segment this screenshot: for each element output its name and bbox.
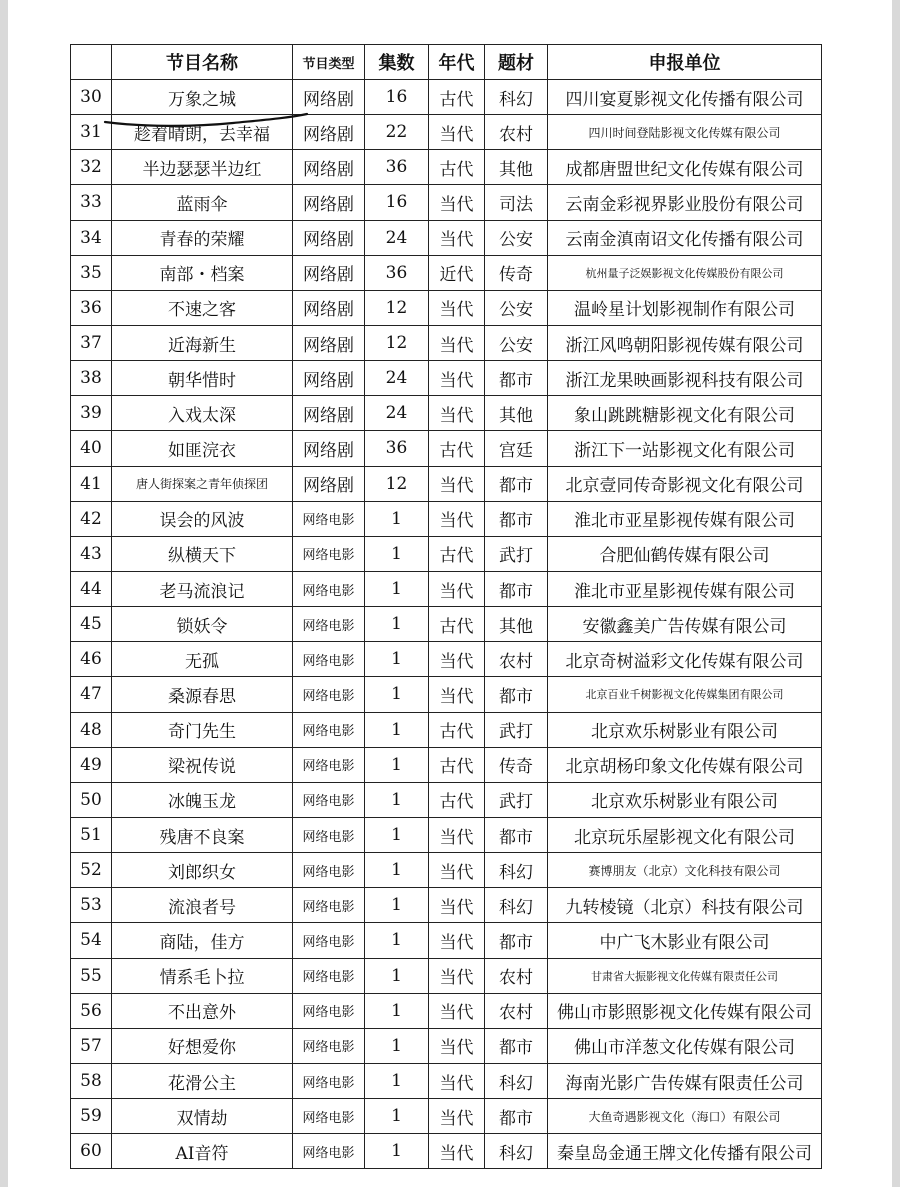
table-row — [71, 185, 822, 220]
row-index-cell: 38 — [71, 361, 112, 396]
table-row — [71, 396, 822, 431]
applicant-cell: 北京欢乐树影业有限公司 — [548, 712, 822, 747]
episodes-cell: 1 — [365, 501, 429, 536]
table-row — [71, 677, 822, 712]
era-cell: 当代 — [429, 1063, 485, 1098]
program-name-cell: 情系毛卜拉 — [112, 958, 293, 993]
applicant-cell: 合肥仙鹤传媒有限公司 — [548, 536, 822, 571]
episodes-cell: 1 — [365, 642, 429, 677]
program-type-cell: 网络电影 — [293, 888, 365, 923]
program-name-cell: 不速之客 — [112, 290, 293, 325]
applicant-cell: 九转棱镜（北京）科技有限公司 — [548, 888, 822, 923]
row-index-cell: 35 — [71, 255, 112, 290]
theme-cell: 农村 — [485, 642, 548, 677]
applicant-cell: 象山跳跳糖影视文化有限公司 — [548, 396, 822, 431]
episodes-cell: 1 — [365, 923, 429, 958]
applicant-cell: 浙江龙果映画影视科技有限公司 — [548, 361, 822, 396]
table-row — [71, 1134, 822, 1169]
era-cell: 当代 — [429, 923, 485, 958]
row-index-cell: 42 — [71, 501, 112, 536]
program-type-cell: 网络剧 — [293, 255, 365, 290]
program-name-cell: 入戏太深 — [112, 396, 293, 431]
table-row — [71, 255, 822, 290]
program-name-cell: AI音符 — [112, 1134, 293, 1169]
episodes-cell: 1 — [365, 712, 429, 747]
theme-cell: 都市 — [485, 923, 548, 958]
program-name-cell: 双情劫 — [112, 1099, 293, 1134]
episodes-cell: 1 — [365, 1028, 429, 1063]
episodes-cell: 12 — [365, 466, 429, 501]
episodes-cell: 1 — [365, 536, 429, 571]
program-name-cell: 老马流浪记 — [112, 571, 293, 606]
program-name-cell: 南部・档案 — [112, 255, 293, 290]
episodes-cell: 1 — [365, 1134, 429, 1169]
applicant-cell: 云南金彩视界影业股份有限公司 — [548, 185, 822, 220]
program-name-cell: 花滑公主 — [112, 1063, 293, 1098]
theme-cell: 武打 — [485, 536, 548, 571]
table-row — [71, 817, 822, 852]
applicant-cell: 北京胡杨印象文化传媒有限公司 — [548, 747, 822, 782]
theme-cell: 传奇 — [485, 255, 548, 290]
program-type-cell: 网络电影 — [293, 1028, 365, 1063]
table-row — [71, 466, 822, 501]
episodes-cell: 36 — [365, 150, 429, 185]
program-name-cell: 如匪浣衣 — [112, 431, 293, 466]
applicant-cell: 淮北市亚星影视传媒有限公司 — [548, 501, 822, 536]
table-row — [71, 782, 822, 817]
program-type-cell: 网络电影 — [293, 607, 365, 642]
applicant-cell: 北京百业千树影视文化传媒集团有限公司 — [548, 677, 822, 712]
applicant-cell: 云南金滇南诏文化传播有限公司 — [548, 220, 822, 255]
theme-cell: 公安 — [485, 220, 548, 255]
theme-cell: 农村 — [485, 115, 548, 150]
applicant-cell: 淮北市亚星影视传媒有限公司 — [548, 571, 822, 606]
theme-cell: 其他 — [485, 396, 548, 431]
row-index-cell: 60 — [71, 1134, 112, 1169]
row-index-cell: 46 — [71, 642, 112, 677]
episodes-cell: 1 — [365, 782, 429, 817]
program-name-cell: 刘郎织女 — [112, 853, 293, 888]
applicant-cell: 赛博朋友（北京）文化科技有限公司 — [548, 853, 822, 888]
program-name-cell: 蓝雨伞 — [112, 185, 293, 220]
program-name-cell: 青春的荣耀 — [112, 220, 293, 255]
table-row — [71, 888, 822, 923]
program-type-cell: 网络电影 — [293, 571, 365, 606]
table-row — [71, 923, 822, 958]
program-type-cell: 网络电影 — [293, 1063, 365, 1098]
era-cell: 古代 — [429, 431, 485, 466]
table-row — [71, 571, 822, 606]
applicant-cell: 北京欢乐树影业有限公司 — [548, 782, 822, 817]
episodes-cell: 24 — [365, 220, 429, 255]
program-name-cell: 纵横天下 — [112, 536, 293, 571]
program-type-cell: 网络电影 — [293, 747, 365, 782]
era-cell: 当代 — [429, 396, 485, 431]
program-name-cell: 万象之城 — [112, 80, 293, 115]
theme-cell: 都市 — [485, 571, 548, 606]
program-name-cell: 好想爱你 — [112, 1028, 293, 1063]
theme-cell: 公安 — [485, 290, 548, 325]
program-name-cell: 梁祝传说 — [112, 747, 293, 782]
program-name-cell: 唐人街探案之青年侦探团 — [112, 466, 293, 501]
program-name-cell: 残唐不良案 — [112, 817, 293, 852]
program-name-cell: 商陆，佳方 — [112, 923, 293, 958]
episodes-cell: 12 — [365, 290, 429, 325]
era-cell: 当代 — [429, 853, 485, 888]
era-cell: 古代 — [429, 782, 485, 817]
theme-cell: 司法 — [485, 185, 548, 220]
theme-cell: 武打 — [485, 712, 548, 747]
program-type-cell: 网络剧 — [293, 396, 365, 431]
table-row — [71, 501, 822, 536]
episodes-cell: 1 — [365, 677, 429, 712]
row-index-cell: 36 — [71, 290, 112, 325]
row-index-cell: 57 — [71, 1028, 112, 1063]
episodes-cell: 36 — [365, 255, 429, 290]
applicant-cell: 海南光影广告传媒有限责任公司 — [548, 1063, 822, 1098]
program-name-cell: 误会的风波 — [112, 501, 293, 536]
program-type-cell: 网络电影 — [293, 536, 365, 571]
episodes-cell: 16 — [365, 185, 429, 220]
program-name-cell: 朝华惜时 — [112, 361, 293, 396]
theme-cell: 科幻 — [485, 853, 548, 888]
table-row — [71, 150, 822, 185]
applicant-cell: 秦皇岛金通王牌文化传播有限公司 — [548, 1134, 822, 1169]
program-type-cell: 网络剧 — [293, 115, 365, 150]
program-type-cell: 网络电影 — [293, 923, 365, 958]
applicant-cell: 北京壹同传奇影视文化有限公司 — [548, 466, 822, 501]
table-row — [71, 1099, 822, 1134]
episodes-cell: 12 — [365, 325, 429, 360]
hand-drawn-underline — [103, 108, 309, 128]
episodes-cell: 1 — [365, 747, 429, 782]
applicant-cell: 成都唐盟世纪文化传媒有限公司 — [548, 150, 822, 185]
era-cell: 当代 — [429, 571, 485, 606]
era-cell: 当代 — [429, 677, 485, 712]
table-row — [71, 536, 822, 571]
table-row — [71, 431, 822, 466]
row-index-cell: 34 — [71, 220, 112, 255]
theme-cell: 武打 — [485, 782, 548, 817]
header-program-name: 节目名称 — [112, 45, 293, 80]
row-index-cell: 41 — [71, 466, 112, 501]
row-index-cell: 43 — [71, 536, 112, 571]
program-type-cell: 网络剧 — [293, 220, 365, 255]
episodes-cell: 1 — [365, 888, 429, 923]
program-type-cell: 网络剧 — [293, 325, 365, 360]
applicant-cell: 北京奇树溢彩文化传媒有限公司 — [548, 642, 822, 677]
program-type-cell: 网络剧 — [293, 290, 365, 325]
program-name-cell: 无孤 — [112, 642, 293, 677]
program-type-cell: 网络电影 — [293, 1134, 365, 1169]
row-index-cell: 30 — [71, 80, 112, 115]
era-cell: 当代 — [429, 501, 485, 536]
theme-cell: 其他 — [485, 150, 548, 185]
row-index-cell: 45 — [71, 607, 112, 642]
row-index-cell: 54 — [71, 923, 112, 958]
header-episodes: 集数 — [365, 45, 429, 80]
program-type-cell: 网络电影 — [293, 853, 365, 888]
row-index-cell: 50 — [71, 782, 112, 817]
program-type-cell: 网络剧 — [293, 466, 365, 501]
theme-cell: 宫廷 — [485, 431, 548, 466]
theme-cell: 科幻 — [485, 1063, 548, 1098]
row-index-cell: 59 — [71, 1099, 112, 1134]
row-index-cell: 58 — [71, 1063, 112, 1098]
episodes-cell: 1 — [365, 817, 429, 852]
era-cell: 古代 — [429, 80, 485, 115]
episodes-cell: 1 — [365, 853, 429, 888]
program-name-cell: 趁着晴朗，去幸福 — [112, 115, 293, 150]
episodes-cell: 36 — [365, 431, 429, 466]
program-type-cell: 网络剧 — [293, 80, 365, 115]
document-page — [8, 0, 892, 1187]
applicant-cell: 四川宴夏影视文化传播有限公司 — [548, 80, 822, 115]
episodes-cell: 1 — [365, 1063, 429, 1098]
program-type-cell: 网络剧 — [293, 431, 365, 466]
header-index — [71, 45, 112, 80]
episodes-cell: 24 — [365, 396, 429, 431]
era-cell: 当代 — [429, 958, 485, 993]
applicant-cell: 佛山市洋葱文化传媒有限公司 — [548, 1028, 822, 1063]
applicant-cell: 大鱼奇遇影视文化（海口）有限公司 — [548, 1099, 822, 1134]
era-cell: 当代 — [429, 817, 485, 852]
program-type-cell: 网络剧 — [293, 185, 365, 220]
row-index-cell: 53 — [71, 888, 112, 923]
era-cell: 当代 — [429, 185, 485, 220]
era-cell: 古代 — [429, 150, 485, 185]
theme-cell: 都市 — [485, 466, 548, 501]
era-cell: 当代 — [429, 1028, 485, 1063]
era-cell: 古代 — [429, 747, 485, 782]
theme-cell: 都市 — [485, 361, 548, 396]
program-type-cell: 网络电影 — [293, 677, 365, 712]
theme-cell: 都市 — [485, 501, 548, 536]
applicant-cell: 佛山市影照影视文化传媒有限公司 — [548, 993, 822, 1028]
program-type-cell: 网络电影 — [293, 817, 365, 852]
header-applicant: 申报单位 — [548, 45, 822, 80]
table-row — [71, 1028, 822, 1063]
header-program-type: 节目类型 — [293, 45, 365, 80]
theme-cell: 公安 — [485, 325, 548, 360]
program-name-cell: 近海新生 — [112, 325, 293, 360]
program-name-cell: 锁妖令 — [112, 607, 293, 642]
theme-cell: 都市 — [485, 677, 548, 712]
era-cell: 当代 — [429, 888, 485, 923]
program-name-cell: 不出意外 — [112, 993, 293, 1028]
row-index-cell: 56 — [71, 993, 112, 1028]
row-index-cell: 31 — [71, 115, 112, 150]
episodes-cell: 16 — [365, 80, 429, 115]
table-row — [71, 712, 822, 747]
program-name-cell: 奇门先生 — [112, 712, 293, 747]
episodes-cell: 1 — [365, 571, 429, 606]
era-cell: 当代 — [429, 220, 485, 255]
episodes-cell: 1 — [365, 993, 429, 1028]
episodes-cell: 24 — [365, 361, 429, 396]
row-index-cell: 33 — [71, 185, 112, 220]
applicant-cell: 甘肃省大振影视文化传媒有限责任公司 — [548, 958, 822, 993]
row-index-cell: 37 — [71, 325, 112, 360]
episodes-cell: 1 — [365, 1099, 429, 1134]
theme-cell: 都市 — [485, 1028, 548, 1063]
applicant-cell: 温岭星计划影视制作有限公司 — [548, 290, 822, 325]
row-index-cell: 51 — [71, 817, 112, 852]
era-cell: 古代 — [429, 536, 485, 571]
table-row — [71, 1063, 822, 1098]
era-cell: 当代 — [429, 361, 485, 396]
theme-cell: 都市 — [485, 1099, 548, 1134]
header-era: 年代 — [429, 45, 485, 80]
table-row — [71, 325, 822, 360]
program-name-cell: 半边瑟瑟半边红 — [112, 150, 293, 185]
episodes-cell: 1 — [365, 958, 429, 993]
applicant-cell: 浙江下一站影视文化有限公司 — [548, 431, 822, 466]
table-row — [71, 220, 822, 255]
theme-cell: 农村 — [485, 993, 548, 1028]
era-cell: 当代 — [429, 1134, 485, 1169]
table-row — [71, 993, 822, 1028]
table-row — [71, 361, 822, 396]
header-row — [71, 45, 822, 80]
header-theme: 题材 — [485, 45, 548, 80]
program-type-cell: 网络电影 — [293, 501, 365, 536]
applicant-cell: 安徽鑫美广告传媒有限公司 — [548, 607, 822, 642]
theme-cell: 科幻 — [485, 888, 548, 923]
theme-cell: 都市 — [485, 817, 548, 852]
era-cell: 当代 — [429, 115, 485, 150]
row-index-cell: 44 — [71, 571, 112, 606]
row-index-cell: 55 — [71, 958, 112, 993]
row-index-cell: 48 — [71, 712, 112, 747]
era-cell: 古代 — [429, 712, 485, 747]
program-type-cell: 网络电影 — [293, 642, 365, 677]
theme-cell: 农村 — [485, 958, 548, 993]
applicant-cell: 杭州量子泛娱影视文化传媒股份有限公司 — [548, 255, 822, 290]
table-row — [71, 747, 822, 782]
table-row — [71, 958, 822, 993]
era-cell: 当代 — [429, 1099, 485, 1134]
applicant-cell: 中广飞木影业有限公司 — [548, 923, 822, 958]
era-cell: 当代 — [429, 642, 485, 677]
era-cell: 当代 — [429, 993, 485, 1028]
program-name-cell: 桑源春思 — [112, 677, 293, 712]
program-type-cell: 网络电影 — [293, 712, 365, 747]
episodes-cell: 1 — [365, 607, 429, 642]
row-index-cell: 47 — [71, 677, 112, 712]
table-body — [71, 80, 822, 1169]
program-name-cell: 冰魄玉龙 — [112, 782, 293, 817]
row-index-cell: 49 — [71, 747, 112, 782]
program-type-cell: 网络电影 — [293, 1099, 365, 1134]
table-row — [71, 607, 822, 642]
program-type-cell: 网络剧 — [293, 150, 365, 185]
era-cell: 古代 — [429, 607, 485, 642]
row-index-cell: 40 — [71, 431, 112, 466]
program-name-cell: 流浪者号 — [112, 888, 293, 923]
table-row — [71, 642, 822, 677]
theme-cell: 传奇 — [485, 747, 548, 782]
row-index-cell: 52 — [71, 853, 112, 888]
era-cell: 近代 — [429, 255, 485, 290]
row-index-cell: 32 — [71, 150, 112, 185]
program-table — [70, 44, 822, 1169]
program-type-cell: 网络电影 — [293, 958, 365, 993]
era-cell: 当代 — [429, 325, 485, 360]
theme-cell: 科幻 — [485, 1134, 548, 1169]
theme-cell: 其他 — [485, 607, 548, 642]
applicant-cell: 浙江风鸣朝阳影视传媒有限公司 — [548, 325, 822, 360]
table-row — [71, 290, 822, 325]
applicant-cell: 四川时间登陆影视文化传媒有限公司 — [548, 115, 822, 150]
program-type-cell: 网络剧 — [293, 361, 365, 396]
program-type-cell: 网络电影 — [293, 782, 365, 817]
row-index-cell: 39 — [71, 396, 112, 431]
program-type-cell: 网络电影 — [293, 993, 365, 1028]
theme-cell: 科幻 — [485, 80, 548, 115]
table-row — [71, 853, 822, 888]
era-cell: 当代 — [429, 290, 485, 325]
episodes-cell: 22 — [365, 115, 429, 150]
applicant-cell: 北京玩乐屋影视文化有限公司 — [548, 817, 822, 852]
era-cell: 当代 — [429, 466, 485, 501]
